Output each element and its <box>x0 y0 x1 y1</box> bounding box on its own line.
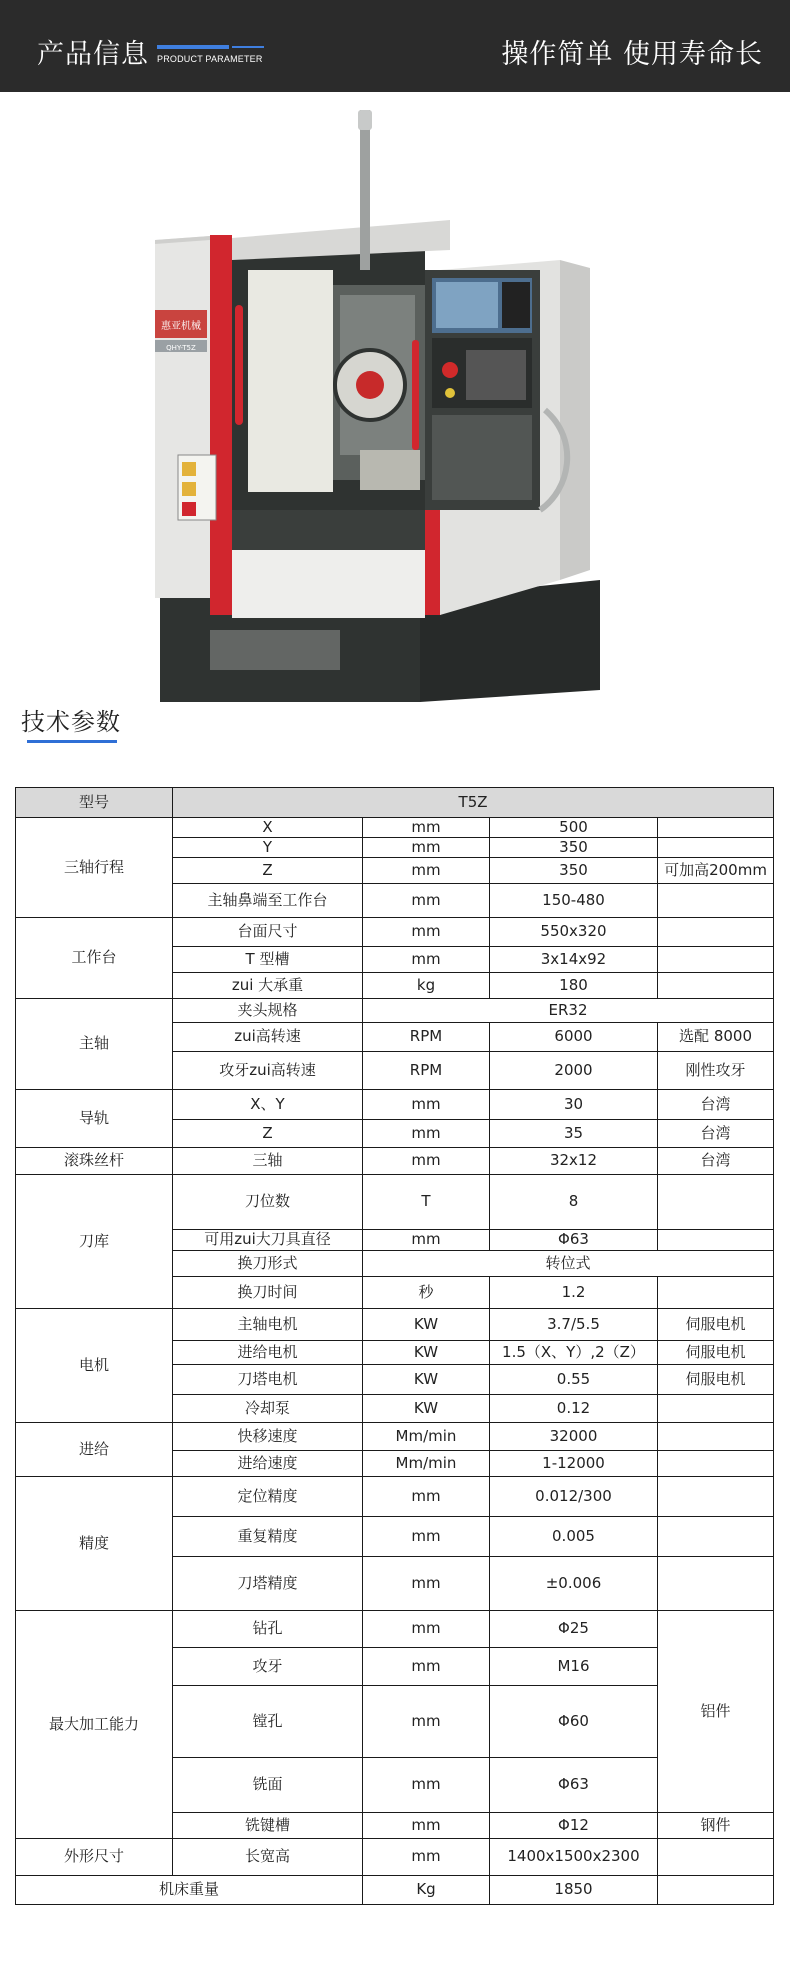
table-cell-unit: mm <box>363 1648 490 1686</box>
table-cell-unit: mm <box>363 1517 490 1557</box>
table-cell-group: 外形尺寸 <box>16 1839 173 1876</box>
table-cell-value: 32x12 <box>490 1148 658 1175</box>
table-cell-note: 铝件 <box>658 1611 774 1813</box>
table-header-label: 型号 <box>16 788 173 818</box>
table-cell-note: 钢件 <box>658 1813 774 1839</box>
table-cell-note: 台湾 <box>658 1090 774 1120</box>
table-cell-note: 刚性攻牙 <box>658 1052 774 1090</box>
table-cell-unit: RPM <box>363 1023 490 1052</box>
table-row <box>16 818 774 838</box>
table-cell-note <box>658 1230 774 1251</box>
table-cell-unit: mm <box>363 838 490 858</box>
table-cell-param: 主轴鼻端至工作台 <box>173 884 363 918</box>
table-cell-param: 重复精度 <box>173 1517 363 1557</box>
table-cell-value: 1850 <box>490 1876 658 1905</box>
table-header-value: T5Z <box>173 788 774 818</box>
table-cell-unit: mm <box>363 1090 490 1120</box>
table-cell-param: 刀位数 <box>173 1175 363 1230</box>
section-title: 技术参数 <box>21 708 121 736</box>
table-cell-param: 刀塔精度 <box>173 1557 363 1611</box>
table-cell-unit: mm <box>363 1120 490 1148</box>
table-cell-note <box>658 838 774 858</box>
table-cell-param: 可用zui大刀具直径 <box>173 1230 363 1251</box>
table-cell-param: 攻牙zui高转速 <box>173 1052 363 1090</box>
table-cell-group: 机床重量 <box>16 1876 363 1905</box>
header-title: 产品信息 <box>37 39 149 70</box>
table-cell-group: 电机 <box>16 1309 173 1423</box>
table-cell-unit: mm <box>363 918 490 947</box>
table-row <box>16 1876 774 1905</box>
table-cell-param: X、Y <box>173 1090 363 1120</box>
table-cell-param: 快移速度 <box>173 1423 363 1451</box>
table-cell-group: 精度 <box>16 1477 173 1611</box>
table-cell-value: Φ25 <box>490 1611 658 1648</box>
table-cell-group: 主轴 <box>16 999 173 1090</box>
table-cell-param: 进给电机 <box>173 1341 363 1365</box>
table-cell-group: 最大加工能力 <box>16 1611 173 1839</box>
table-cell-param: 主轴电机 <box>173 1309 363 1341</box>
table-cell-note <box>658 1557 774 1611</box>
table-cell-param: 台面尺寸 <box>173 918 363 947</box>
table-cell-note <box>658 947 774 973</box>
table-cell-param: 夹头规格 <box>173 999 363 1023</box>
spec-table <box>15 787 774 1905</box>
table-cell-value: 0.005 <box>490 1517 658 1557</box>
table-cell-unit: KW <box>363 1365 490 1395</box>
table-row <box>16 1477 774 1517</box>
table-cell-param: Z <box>173 1120 363 1148</box>
table-cell-unit: mm <box>363 947 490 973</box>
table-cell-note <box>658 818 774 838</box>
table-row <box>16 1839 774 1876</box>
table-cell-value: Φ63 <box>490 1230 658 1251</box>
table-cell-value: 1-12000 <box>490 1451 658 1477</box>
table-cell-value: 30 <box>490 1090 658 1120</box>
table-cell-unit: mm <box>363 1148 490 1175</box>
machine-panel-model: QHY-T5Z <box>166 344 196 352</box>
table-row <box>16 1309 774 1341</box>
table-cell-value: Φ60 <box>490 1686 658 1758</box>
header-accent-line-thin <box>232 46 264 48</box>
table-cell-param: 定位精度 <box>173 1477 363 1517</box>
table-cell-unit: mm <box>363 818 490 838</box>
table-cell-value: Φ12 <box>490 1813 658 1839</box>
table-cell-param: 铣键槽 <box>173 1813 363 1839</box>
table-cell-unit: 秒 <box>363 1277 490 1309</box>
table-cell-unit: mm <box>363 1839 490 1876</box>
table-cell-param: zui 大承重 <box>173 973 363 999</box>
header-bar <box>0 0 790 92</box>
table-cell-value: 32000 <box>490 1423 658 1451</box>
table-cell-note: 可加高200mm <box>658 858 774 884</box>
table-cell-value: 35 <box>490 1120 658 1148</box>
table-cell-value: 3.7/5.5 <box>490 1309 658 1341</box>
machine-image <box>150 110 630 710</box>
table-cell-unit: KW <box>363 1395 490 1423</box>
table-cell-group: 三轴行程 <box>16 818 173 918</box>
table-cell-note <box>658 884 774 918</box>
table-cell-unit: mm <box>363 858 490 884</box>
table-cell-param: 钻孔 <box>173 1611 363 1648</box>
table-cell-value: 350 <box>490 838 658 858</box>
table-cell-group: 进给 <box>16 1423 173 1477</box>
table-cell-param: 攻牙 <box>173 1648 363 1686</box>
table-cell-param: 进给速度 <box>173 1451 363 1477</box>
table-cell-note <box>658 1451 774 1477</box>
table-cell-unit: Mm/min <box>363 1451 490 1477</box>
table-cell-value: 150-480 <box>490 884 658 918</box>
table-cell-param: zui高转速 <box>173 1023 363 1052</box>
table-cell-note <box>658 1395 774 1423</box>
table-cell-note: 伺服电机 <box>658 1341 774 1365</box>
table-cell-unit: mm <box>363 1611 490 1648</box>
table-cell-unit: Mm/min <box>363 1423 490 1451</box>
table-cell-param: 三轴 <box>173 1148 363 1175</box>
table-cell-unit: mm <box>363 1813 490 1839</box>
table-row <box>16 1175 774 1230</box>
machine-panel-label: 惠亚机械 <box>161 321 201 332</box>
table-cell-note: 台湾 <box>658 1148 774 1175</box>
table-cell-param: T 型槽 <box>173 947 363 973</box>
table-cell-unit: KW <box>363 1341 490 1365</box>
table-cell-unit: mm <box>363 1686 490 1758</box>
table-cell-param: 镗孔 <box>173 1686 363 1758</box>
header-accent-line <box>157 45 229 49</box>
table-row <box>16 1090 774 1120</box>
table-cell-value: 转位式 <box>363 1251 774 1277</box>
table-cell-param: 长宽高 <box>173 1839 363 1876</box>
table-cell-note <box>658 1517 774 1557</box>
table-cell-param: 换刀形式 <box>173 1251 363 1277</box>
table-cell-value: 0.012/300 <box>490 1477 658 1517</box>
table-cell-note <box>658 1423 774 1451</box>
table-cell-unit: mm <box>363 1230 490 1251</box>
table-cell-value: 8 <box>490 1175 658 1230</box>
table-cell-value: 550x320 <box>490 918 658 947</box>
table-cell-value: 1.2 <box>490 1277 658 1309</box>
table-cell-unit: T <box>363 1175 490 1230</box>
table-cell-value: 3x14x92 <box>490 947 658 973</box>
table-cell-param: Y <box>173 838 363 858</box>
table-cell-value: 2000 <box>490 1052 658 1090</box>
table-cell-value: ER32 <box>363 999 774 1023</box>
table-row <box>16 1148 774 1175</box>
table-cell-param: 刀塔电机 <box>173 1365 363 1395</box>
table-cell-value: 500 <box>490 818 658 838</box>
table-cell-unit: kg <box>363 973 490 999</box>
table-cell-unit: mm <box>363 1557 490 1611</box>
table-cell-unit: Kg <box>363 1876 490 1905</box>
table-cell-param: 冷却泵 <box>173 1395 363 1423</box>
table-cell-note <box>658 918 774 947</box>
table-cell-note: 台湾 <box>658 1120 774 1148</box>
table-cell-param: X <box>173 818 363 838</box>
table-cell-param: 换刀时间 <box>173 1277 363 1309</box>
section-title-underline <box>27 740 117 743</box>
table-cell-note: 伺服电机 <box>658 1309 774 1341</box>
table-cell-value: 0.55 <box>490 1365 658 1395</box>
table-cell-group: 工作台 <box>16 918 173 999</box>
table-cell-group: 刀库 <box>16 1175 173 1309</box>
table-cell-unit: mm <box>363 1758 490 1813</box>
table-cell-note <box>658 1839 774 1876</box>
table-row <box>16 1423 774 1451</box>
table-cell-unit: mm <box>363 1477 490 1517</box>
table-cell-value: 0.12 <box>490 1395 658 1423</box>
table-cell-param: 铣面 <box>173 1758 363 1813</box>
table-cell-note <box>658 1175 774 1230</box>
table-cell-unit: KW <box>363 1309 490 1341</box>
table-cell-value: 1.5（X、Y）,2（Z） <box>490 1341 658 1365</box>
header-slogan: 操作简单 使用寿命长 <box>501 39 763 70</box>
table-cell-unit: RPM <box>363 1052 490 1090</box>
table-cell-value: 350 <box>490 858 658 884</box>
table-cell-value: ±0.006 <box>490 1557 658 1611</box>
table-cell-note: 选配 8000 <box>658 1023 774 1052</box>
table-cell-value: Φ63 <box>490 1758 658 1813</box>
table-cell-group: 滚珠丝杆 <box>16 1148 173 1175</box>
table-cell-value: 180 <box>490 973 658 999</box>
table-header-row <box>16 788 774 818</box>
table-cell-note <box>658 1876 774 1905</box>
header-subtitle: PRODUCT PARAMETER <box>157 54 263 64</box>
table-row <box>16 1611 774 1648</box>
table-row <box>16 918 774 947</box>
table-row <box>16 999 774 1023</box>
table-cell-note <box>658 1277 774 1309</box>
table-cell-param: Z <box>173 858 363 884</box>
table-cell-group: 导轨 <box>16 1090 173 1148</box>
table-cell-note <box>658 973 774 999</box>
table-cell-value: 1400x1500x2300 <box>490 1839 658 1876</box>
table-cell-note: 伺服电机 <box>658 1365 774 1395</box>
table-cell-note <box>658 1477 774 1517</box>
table-cell-value: M16 <box>490 1648 658 1686</box>
table-cell-unit: mm <box>363 884 490 918</box>
table-cell-value: 6000 <box>490 1023 658 1052</box>
